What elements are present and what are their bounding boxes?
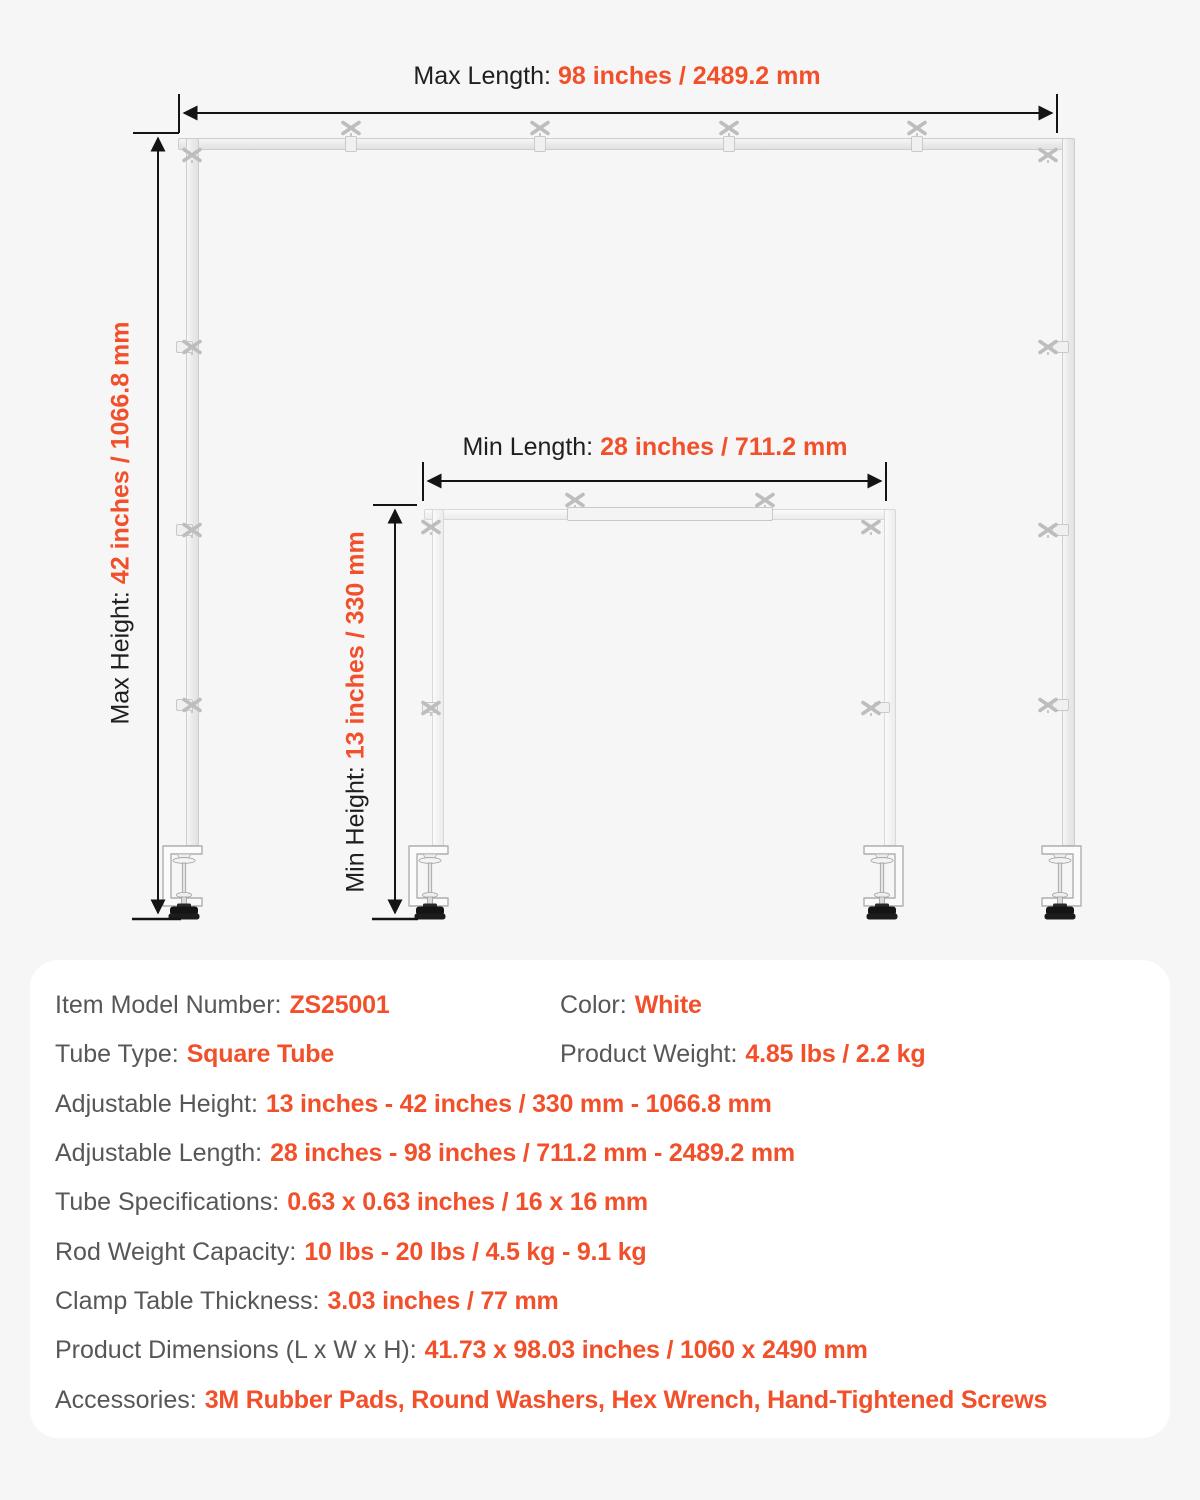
thumb-screw-icon bbox=[717, 119, 741, 137]
spec-tube-type bbox=[55, 1040, 560, 1069]
thumb-screw-icon bbox=[859, 699, 883, 717]
tube-joint bbox=[911, 136, 923, 152]
table-clamp-icon bbox=[858, 845, 906, 921]
spec-panel bbox=[30, 960, 1170, 1438]
spec-label: Rod Weight Capacity: bbox=[55, 1237, 297, 1266]
thumb-screw-icon bbox=[1036, 338, 1060, 356]
min-frame-right-post bbox=[884, 509, 896, 846]
spec-label: Adjustable Length: bbox=[55, 1139, 263, 1168]
spec-value: 3.03 inches / 77 mm bbox=[327, 1286, 559, 1315]
thumb-screw-icon bbox=[563, 491, 587, 509]
spec-value: White bbox=[634, 991, 702, 1020]
max-frame-left-post bbox=[186, 138, 199, 846]
min-length-label: Min Length: bbox=[462, 433, 594, 461]
spec-row-rod-weight-capacity bbox=[55, 1227, 1145, 1276]
tube-joint bbox=[534, 136, 546, 152]
spec-row-product-dimensions bbox=[55, 1326, 1145, 1375]
table-clamp-icon bbox=[406, 845, 454, 921]
thumb-screw-icon bbox=[1036, 521, 1060, 539]
spec-value: 41.73 x 98.03 inches / 1060 x 2490 mm bbox=[424, 1336, 868, 1365]
table-clamp-icon bbox=[160, 845, 208, 921]
thumb-screw-icon bbox=[339, 119, 363, 137]
spec-label: Clamp Table Thickness: bbox=[55, 1286, 320, 1315]
spec-value: 28 inches - 98 inches / 711.2 mm - 2489.2 mm bbox=[270, 1139, 795, 1168]
spec-row bbox=[55, 981, 1145, 1030]
thumb-screw-icon bbox=[1036, 696, 1060, 714]
max-height-dimension-label bbox=[107, 321, 136, 724]
spec-color bbox=[560, 991, 1145, 1020]
min-length-dimension-label bbox=[462, 433, 847, 462]
min-height-value: 13 inches / 330 mm bbox=[341, 531, 370, 760]
table-clamp-icon bbox=[1036, 845, 1084, 921]
spec-label: Tube Specifications: bbox=[55, 1188, 280, 1217]
max-length-dimension-label bbox=[413, 62, 820, 91]
tube-joint bbox=[723, 136, 735, 152]
spec-row-tube-specifications bbox=[55, 1178, 1145, 1227]
spec-product-weight bbox=[560, 1040, 1145, 1069]
thumb-screw-icon bbox=[1036, 146, 1060, 164]
thumb-screw-icon bbox=[528, 119, 552, 137]
spec-label: Color: bbox=[560, 991, 627, 1020]
spec-label: Tube Type: bbox=[55, 1040, 179, 1069]
tube-joint bbox=[567, 507, 773, 521]
min-height-dimension-label bbox=[342, 531, 371, 892]
spec-label: Item Model Number: bbox=[55, 991, 282, 1020]
spec-label: Product Dimensions (L x W x H): bbox=[55, 1336, 417, 1365]
thumb-screw-icon bbox=[180, 146, 204, 164]
min-frame-left-post bbox=[432, 509, 444, 846]
max-height-label: Max Height: bbox=[106, 591, 135, 725]
max-height-value: 42 inches / 1066.8 mm bbox=[106, 321, 135, 585]
spec-item-model-number bbox=[55, 991, 560, 1020]
thumb-screw-icon bbox=[753, 491, 777, 509]
spec-value: ZS25001 bbox=[289, 991, 390, 1020]
spec-row-adjustable-height bbox=[55, 1080, 1145, 1129]
spec-value: 13 inches - 42 inches / 330 mm - 1066.8 mm bbox=[265, 1089, 772, 1118]
spec-label: Adjustable Height: bbox=[55, 1089, 258, 1118]
max-frame-top-bar bbox=[178, 138, 1067, 150]
thumb-screw-icon bbox=[859, 518, 883, 536]
spec-value: 3M Rubber Pads, Round Washers, Hex Wrench, Hand-Tightened Screws bbox=[204, 1385, 1048, 1414]
spec-value: 10 lbs - 20 lbs / 4.5 kg - 9.1 kg bbox=[304, 1237, 647, 1266]
max-length-value: 98 inches / 2489.2 mm bbox=[557, 62, 821, 90]
min-length-value: 28 inches / 711.2 mm bbox=[600, 433, 848, 461]
thumb-screw-icon bbox=[419, 699, 443, 717]
spec-label: Accessories: bbox=[55, 1385, 197, 1414]
max-length-label: Max Length: bbox=[413, 62, 551, 90]
spec-value: 0.63 x 0.63 inches / 16 x 16 mm bbox=[287, 1188, 648, 1217]
thumb-screw-icon bbox=[905, 119, 929, 137]
max-frame-right-post bbox=[1062, 138, 1075, 846]
thumb-screw-icon bbox=[419, 518, 443, 536]
spec-row bbox=[55, 1030, 1145, 1079]
min-height-label: Min Height: bbox=[341, 766, 370, 893]
thumb-screw-icon bbox=[180, 696, 204, 714]
spec-row-adjustable-length bbox=[55, 1129, 1145, 1178]
spec-label: Product Weight: bbox=[560, 1040, 738, 1069]
tube-joint bbox=[345, 136, 357, 152]
spec-value: 4.85 lbs / 2.2 kg bbox=[745, 1040, 926, 1069]
thumb-screw-icon bbox=[180, 521, 204, 539]
thumb-screw-icon bbox=[180, 338, 204, 356]
spec-value: Square Tube bbox=[186, 1040, 335, 1069]
spec-row-clamp-table-thickness bbox=[55, 1277, 1145, 1326]
spec-row-accessories bbox=[55, 1375, 1145, 1424]
